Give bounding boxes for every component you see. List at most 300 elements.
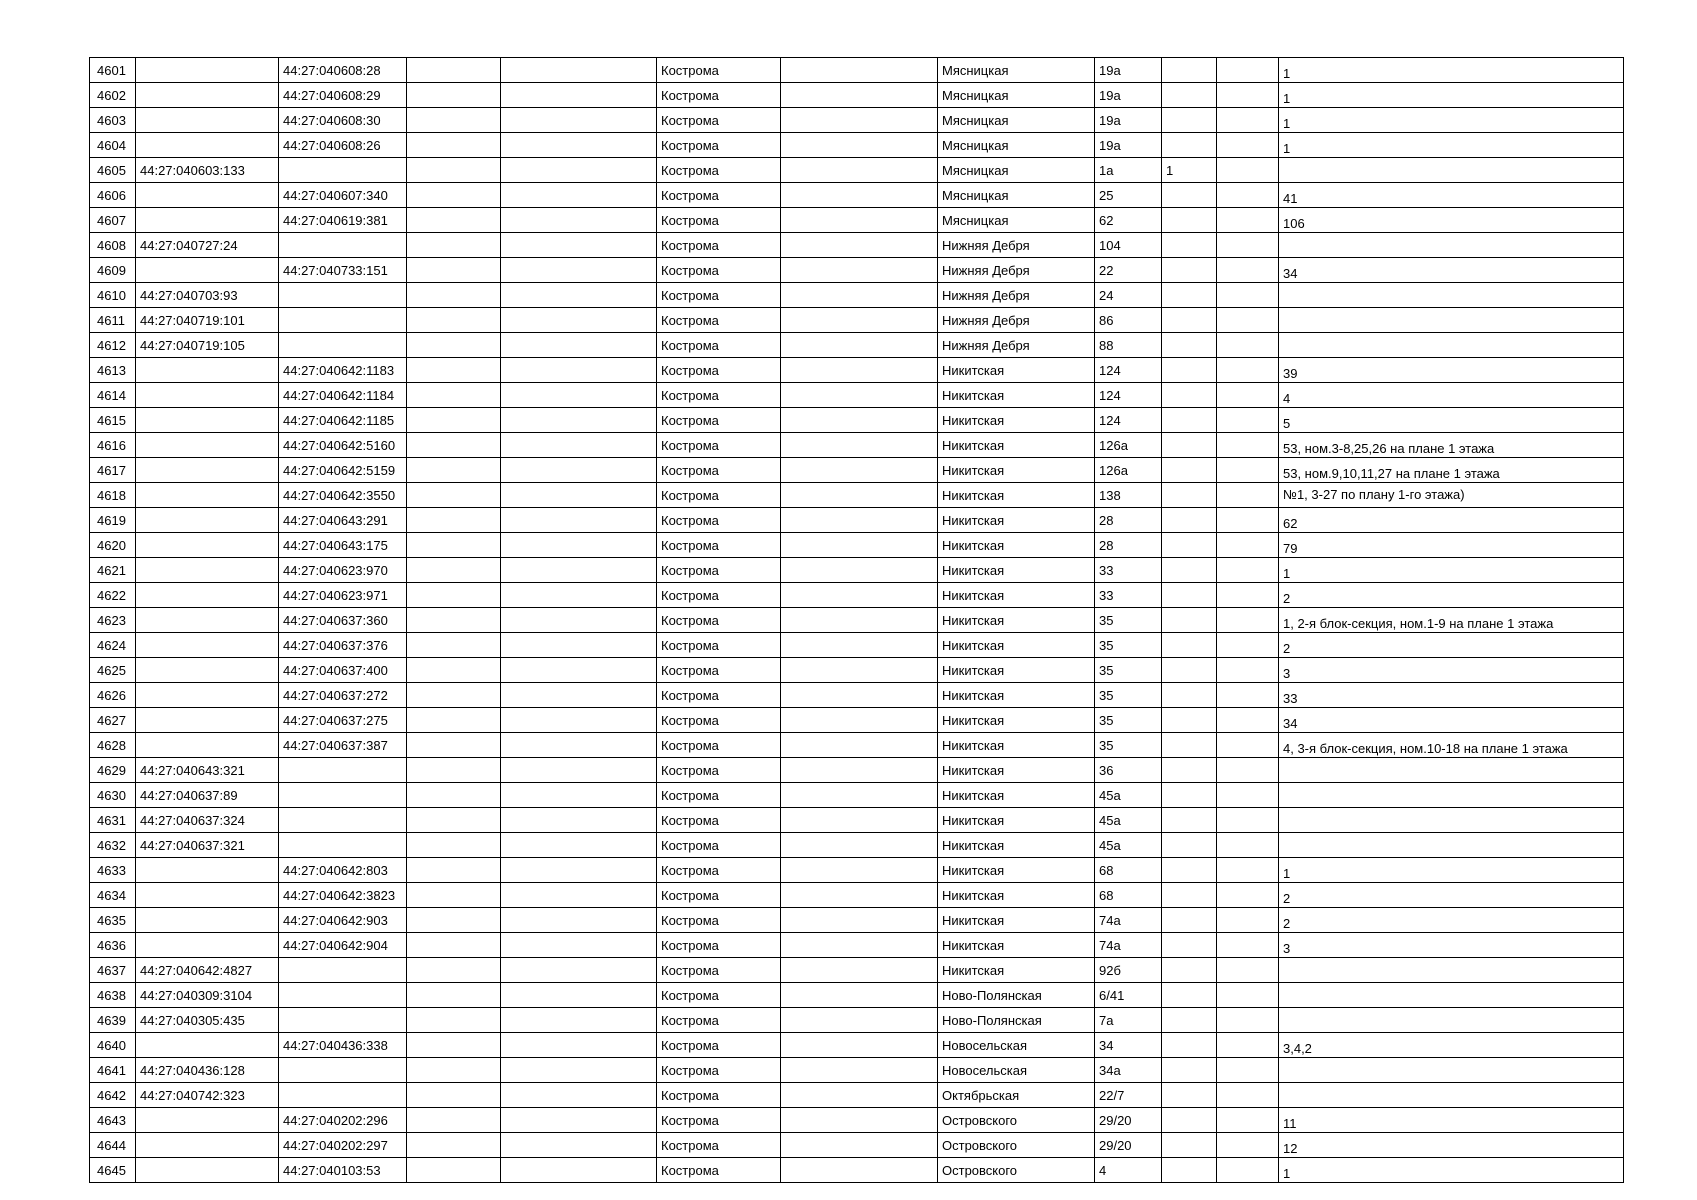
cell-c10	[1162, 458, 1217, 483]
cell-room: 34	[1279, 258, 1624, 283]
cell-c7	[781, 508, 938, 533]
cell-c7	[781, 583, 938, 608]
cell-city: Кострома	[657, 208, 781, 233]
cell-house: 22	[1095, 258, 1162, 283]
cell-street: Никитская	[938, 808, 1095, 833]
cell-cad-b	[279, 983, 407, 1008]
cell-c4	[407, 1108, 501, 1133]
cell-cad-b: 44:27:040642:1183	[279, 358, 407, 383]
cell-num: 4637	[90, 958, 136, 983]
cell-room: 41	[1279, 183, 1624, 208]
cell-c5	[501, 1033, 657, 1058]
cell-house: 35	[1095, 633, 1162, 658]
cell-house: 124	[1095, 383, 1162, 408]
cell-room: 79	[1279, 533, 1624, 558]
cell-room: №1, 3-27 по плану 1-го этажа)	[1279, 483, 1624, 508]
table-row	[90, 583, 1624, 608]
table-row	[90, 158, 1624, 183]
cell-c10	[1162, 583, 1217, 608]
cell-c5	[501, 608, 657, 633]
cell-street: Нижняя Дебря	[938, 233, 1095, 258]
cell-c11	[1217, 1033, 1279, 1058]
cell-cad-b	[279, 333, 407, 358]
cell-c5	[501, 758, 657, 783]
cell-city: Кострома	[657, 133, 781, 158]
cell-cad-b: 44:27:040733:151	[279, 258, 407, 283]
cell-street: Никитская	[938, 708, 1095, 733]
cell-city: Кострома	[657, 1158, 781, 1183]
cell-house: 1а	[1095, 158, 1162, 183]
cell-num: 4612	[90, 333, 136, 358]
table-row	[90, 233, 1624, 258]
cell-c7	[781, 758, 938, 783]
cell-city: Кострома	[657, 283, 781, 308]
cell-c4	[407, 258, 501, 283]
cell-c5	[501, 558, 657, 583]
cell-room	[1279, 308, 1624, 333]
cell-city: Кострома	[657, 258, 781, 283]
cell-cad-a	[136, 733, 279, 758]
cell-c10	[1162, 708, 1217, 733]
cell-cad-a	[136, 708, 279, 733]
cell-c10	[1162, 508, 1217, 533]
cell-num: 4601	[90, 58, 136, 83]
table-row	[90, 908, 1624, 933]
cell-cad-b	[279, 1058, 407, 1083]
cell-c5	[501, 408, 657, 433]
cell-c11	[1217, 983, 1279, 1008]
cell-cad-a: 44:27:040603:133	[136, 158, 279, 183]
cell-cad-b: 44:27:040608:29	[279, 83, 407, 108]
table-row	[90, 883, 1624, 908]
cell-c4	[407, 883, 501, 908]
cell-c5	[501, 1058, 657, 1083]
cell-cad-b: 44:27:040643:175	[279, 533, 407, 558]
cell-c10	[1162, 858, 1217, 883]
cell-cad-b	[279, 958, 407, 983]
table-row	[90, 308, 1624, 333]
cell-cad-a	[136, 908, 279, 933]
cell-street: Никитская	[938, 908, 1095, 933]
table-row	[90, 458, 1624, 483]
cell-cad-b: 44:27:040608:26	[279, 133, 407, 158]
cell-street: Ново-Полянская	[938, 983, 1095, 1008]
cell-city: Кострома	[657, 983, 781, 1008]
cell-c4	[407, 1008, 501, 1033]
cell-c7	[781, 133, 938, 158]
cell-c11	[1217, 908, 1279, 933]
cell-c4	[407, 208, 501, 233]
cell-c11	[1217, 358, 1279, 383]
cell-cad-b: 44:27:040642:803	[279, 858, 407, 883]
cell-cad-a	[136, 133, 279, 158]
table-row	[90, 733, 1624, 758]
cell-house: 4	[1095, 1158, 1162, 1183]
cell-c4	[407, 683, 501, 708]
cell-room	[1279, 158, 1624, 183]
cell-c4	[407, 433, 501, 458]
cell-c7	[781, 458, 938, 483]
cell-c11	[1217, 958, 1279, 983]
cell-c11	[1217, 383, 1279, 408]
table-row	[90, 383, 1624, 408]
cell-street: Никитская	[938, 508, 1095, 533]
cell-c4	[407, 183, 501, 208]
cell-num: 4622	[90, 583, 136, 608]
cell-room: 2	[1279, 908, 1624, 933]
cell-c11	[1217, 508, 1279, 533]
cell-house: 33	[1095, 583, 1162, 608]
table-row	[90, 983, 1624, 1008]
cell-c7	[781, 1108, 938, 1133]
cell-cad-a: 44:27:040309:3104	[136, 983, 279, 1008]
cell-c5	[501, 1158, 657, 1183]
cell-house: 35	[1095, 658, 1162, 683]
cell-city: Кострома	[657, 1133, 781, 1158]
cell-house: 124	[1095, 358, 1162, 383]
cell-c7	[781, 958, 938, 983]
table-row	[90, 758, 1624, 783]
cell-house: 35	[1095, 608, 1162, 633]
cell-c4	[407, 558, 501, 583]
cell-street: Никитская	[938, 833, 1095, 858]
cell-cad-b: 44:27:040642:3550	[279, 483, 407, 508]
cell-cad-a	[136, 633, 279, 658]
cell-cad-a: 44:27:040637:89	[136, 783, 279, 808]
cell-c5	[501, 808, 657, 833]
cell-c5	[501, 708, 657, 733]
cell-street: Островского	[938, 1133, 1095, 1158]
cell-c11	[1217, 658, 1279, 683]
cell-room: 3,4,2	[1279, 1033, 1624, 1058]
cell-city: Кострома	[657, 508, 781, 533]
cell-num: 4604	[90, 133, 136, 158]
cell-num: 4642	[90, 1083, 136, 1108]
cell-street: Никитская	[938, 683, 1095, 708]
table-row	[90, 933, 1624, 958]
cell-c10	[1162, 83, 1217, 108]
cell-c5	[501, 308, 657, 333]
cell-c5	[501, 208, 657, 233]
cell-street: Мясницкая	[938, 108, 1095, 133]
cell-c4	[407, 733, 501, 758]
cell-house: 33	[1095, 558, 1162, 583]
cell-cad-a	[136, 658, 279, 683]
cell-num: 4644	[90, 1133, 136, 1158]
cell-c10	[1162, 533, 1217, 558]
cell-c5	[501, 108, 657, 133]
cell-c11	[1217, 1008, 1279, 1033]
cell-c11	[1217, 608, 1279, 633]
cell-c10	[1162, 983, 1217, 1008]
cell-c10	[1162, 383, 1217, 408]
cell-cad-a: 44:27:040719:101	[136, 308, 279, 333]
cell-c5	[501, 908, 657, 933]
cell-room	[1279, 983, 1624, 1008]
cell-num: 4608	[90, 233, 136, 258]
cell-city: Кострома	[657, 733, 781, 758]
cell-c5	[501, 258, 657, 283]
cell-city: Кострома	[657, 108, 781, 133]
cell-cad-b	[279, 833, 407, 858]
cell-room	[1279, 283, 1624, 308]
cell-cad-a	[136, 208, 279, 233]
cell-c11	[1217, 483, 1279, 508]
cell-c7	[781, 108, 938, 133]
cell-city: Кострома	[657, 783, 781, 808]
cell-c4	[407, 983, 501, 1008]
cell-room	[1279, 233, 1624, 258]
cell-city: Кострома	[657, 433, 781, 458]
table-row	[90, 833, 1624, 858]
cell-city: Кострома	[657, 333, 781, 358]
cell-city: Кострома	[657, 1108, 781, 1133]
cell-num: 4638	[90, 983, 136, 1008]
cell-c5	[501, 183, 657, 208]
cell-cad-a: 44:27:040727:24	[136, 233, 279, 258]
cell-house: 36	[1095, 758, 1162, 783]
cell-house: 68	[1095, 858, 1162, 883]
cell-cad-b	[279, 783, 407, 808]
cell-city: Кострома	[657, 83, 781, 108]
cell-c4	[407, 808, 501, 833]
cell-house: 28	[1095, 533, 1162, 558]
cell-room: 1	[1279, 133, 1624, 158]
cell-num: 4603	[90, 108, 136, 133]
cell-c7	[781, 433, 938, 458]
cell-city: Кострома	[657, 683, 781, 708]
cell-cad-b: 44:27:040642:5159	[279, 458, 407, 483]
cell-house: 35	[1095, 708, 1162, 733]
cell-c7	[781, 58, 938, 83]
cell-cad-b: 44:27:040637:400	[279, 658, 407, 683]
cell-room	[1279, 833, 1624, 858]
cell-c5	[501, 733, 657, 758]
cell-house: 138	[1095, 483, 1162, 508]
cell-c4	[407, 1033, 501, 1058]
cell-c5	[501, 858, 657, 883]
cell-c4	[407, 308, 501, 333]
cell-street: Нижняя Дебря	[938, 333, 1095, 358]
cell-city: Кострома	[657, 633, 781, 658]
cell-c5	[501, 1108, 657, 1133]
cell-city: Кострома	[657, 1058, 781, 1083]
cell-cad-a	[136, 683, 279, 708]
cell-cad-a: 44:27:040643:321	[136, 758, 279, 783]
cell-num: 4602	[90, 83, 136, 108]
cell-num: 4621	[90, 558, 136, 583]
cell-num: 4606	[90, 183, 136, 208]
cell-c5	[501, 358, 657, 383]
cell-cad-a	[136, 58, 279, 83]
cell-city: Кострома	[657, 958, 781, 983]
cell-c5	[501, 983, 657, 1008]
cell-room: 5	[1279, 408, 1624, 433]
cell-c11	[1217, 408, 1279, 433]
cell-c5	[501, 958, 657, 983]
cell-c5	[501, 533, 657, 558]
cell-c10	[1162, 1158, 1217, 1183]
table-row	[90, 558, 1624, 583]
cell-c4	[407, 458, 501, 483]
cell-cad-a	[136, 433, 279, 458]
cell-cad-b: 44:27:040642:5160	[279, 433, 407, 458]
cell-c7	[781, 383, 938, 408]
cell-c10	[1162, 758, 1217, 783]
cell-c11	[1217, 533, 1279, 558]
cell-c11	[1217, 558, 1279, 583]
cell-c4	[407, 283, 501, 308]
cell-house: 34а	[1095, 1058, 1162, 1083]
cell-city: Кострома	[657, 1008, 781, 1033]
cell-c7	[781, 733, 938, 758]
cell-c7	[781, 1133, 938, 1158]
cell-c11	[1217, 883, 1279, 908]
cell-c10	[1162, 483, 1217, 508]
cell-c4	[407, 658, 501, 683]
cell-street: Мясницкая	[938, 58, 1095, 83]
cell-house: 92б	[1095, 958, 1162, 983]
cell-c11	[1217, 108, 1279, 133]
cell-c7	[781, 783, 938, 808]
cell-num: 4625	[90, 658, 136, 683]
cell-cad-a: 44:27:040642:4827	[136, 958, 279, 983]
cell-room: 62	[1279, 508, 1624, 533]
cell-c10	[1162, 183, 1217, 208]
cell-room: 2	[1279, 633, 1624, 658]
cell-c11	[1217, 208, 1279, 233]
cell-cad-b: 44:27:040642:1185	[279, 408, 407, 433]
cell-num: 4635	[90, 908, 136, 933]
cell-cad-b: 44:27:040643:291	[279, 508, 407, 533]
cell-city: Кострома	[657, 408, 781, 433]
address-table	[89, 57, 1624, 1183]
cell-street: Никитская	[938, 358, 1095, 383]
cell-c7	[781, 908, 938, 933]
cell-c11	[1217, 708, 1279, 733]
cell-c4	[407, 408, 501, 433]
cell-num: 4611	[90, 308, 136, 333]
cell-c7	[781, 283, 938, 308]
cell-cad-a	[136, 1033, 279, 1058]
cell-c5	[501, 158, 657, 183]
cell-house: 74а	[1095, 933, 1162, 958]
cell-room: 1	[1279, 83, 1624, 108]
cell-c5	[501, 333, 657, 358]
cell-cad-b	[279, 758, 407, 783]
cell-c5	[501, 933, 657, 958]
cell-cad-a	[136, 1133, 279, 1158]
cell-c11	[1217, 83, 1279, 108]
cell-c4	[407, 483, 501, 508]
cell-cad-a	[136, 883, 279, 908]
cell-cad-b: 44:27:040436:338	[279, 1033, 407, 1058]
cell-c10	[1162, 683, 1217, 708]
cell-num: 4607	[90, 208, 136, 233]
cell-street: Никитская	[938, 458, 1095, 483]
cell-num: 4626	[90, 683, 136, 708]
cell-room: 2	[1279, 883, 1624, 908]
cell-house: 29/20	[1095, 1108, 1162, 1133]
cell-c11	[1217, 1133, 1279, 1158]
cell-c4	[407, 708, 501, 733]
cell-house: 86	[1095, 308, 1162, 333]
cell-c10: 1	[1162, 158, 1217, 183]
cell-street: Никитская	[938, 433, 1095, 458]
cell-c5	[501, 883, 657, 908]
cell-c10	[1162, 833, 1217, 858]
cell-c11	[1217, 283, 1279, 308]
cell-house: 7а	[1095, 1008, 1162, 1033]
table-row	[90, 658, 1624, 683]
cell-street: Островского	[938, 1158, 1095, 1183]
cell-city: Кострома	[657, 1083, 781, 1108]
cell-cad-b: 44:27:040623:971	[279, 583, 407, 608]
cell-cad-b	[279, 308, 407, 333]
cell-house: 24	[1095, 283, 1162, 308]
cell-num: 4624	[90, 633, 136, 658]
cell-c4	[407, 333, 501, 358]
cell-room	[1279, 333, 1624, 358]
cell-c11	[1217, 133, 1279, 158]
cell-city: Кострома	[657, 233, 781, 258]
cell-c4	[407, 133, 501, 158]
table-row	[90, 1058, 1624, 1083]
cell-c4	[407, 108, 501, 133]
cell-house: 74а	[1095, 908, 1162, 933]
table-row	[90, 1033, 1624, 1058]
cell-c11	[1217, 833, 1279, 858]
table-row	[90, 108, 1624, 133]
cell-c7	[781, 633, 938, 658]
cell-c5	[501, 383, 657, 408]
cell-c4	[407, 1058, 501, 1083]
cell-cad-a	[136, 533, 279, 558]
cell-num: 4620	[90, 533, 136, 558]
cell-street: Ново-Полянская	[938, 1008, 1095, 1033]
cell-num: 4640	[90, 1033, 136, 1058]
cell-cad-b	[279, 1083, 407, 1108]
cell-cad-b: 44:27:040608:28	[279, 58, 407, 83]
cell-c7	[781, 208, 938, 233]
cell-street: Никитская	[938, 408, 1095, 433]
cell-c5	[501, 433, 657, 458]
cell-city: Кострома	[657, 533, 781, 558]
cell-house: 45а	[1095, 783, 1162, 808]
cell-c4	[407, 758, 501, 783]
cell-c5	[501, 283, 657, 308]
cell-house: 19а	[1095, 83, 1162, 108]
cell-cad-b: 44:27:040103:53	[279, 1158, 407, 1183]
cell-c7	[781, 533, 938, 558]
cell-c11	[1217, 583, 1279, 608]
cell-c10	[1162, 358, 1217, 383]
table-row	[90, 1083, 1624, 1108]
cell-num: 4633	[90, 858, 136, 883]
cell-num: 4610	[90, 283, 136, 308]
cell-room	[1279, 1008, 1624, 1033]
cell-cad-b: 44:27:040642:3823	[279, 883, 407, 908]
cell-house: 19а	[1095, 108, 1162, 133]
cell-room: 3	[1279, 658, 1624, 683]
cell-street: Никитская	[938, 583, 1095, 608]
cell-city: Кострома	[657, 358, 781, 383]
cell-city: Кострома	[657, 58, 781, 83]
cell-cad-a	[136, 558, 279, 583]
table-row	[90, 608, 1624, 633]
cell-cad-a: 44:27:040742:323	[136, 1083, 279, 1108]
cell-room	[1279, 1058, 1624, 1083]
